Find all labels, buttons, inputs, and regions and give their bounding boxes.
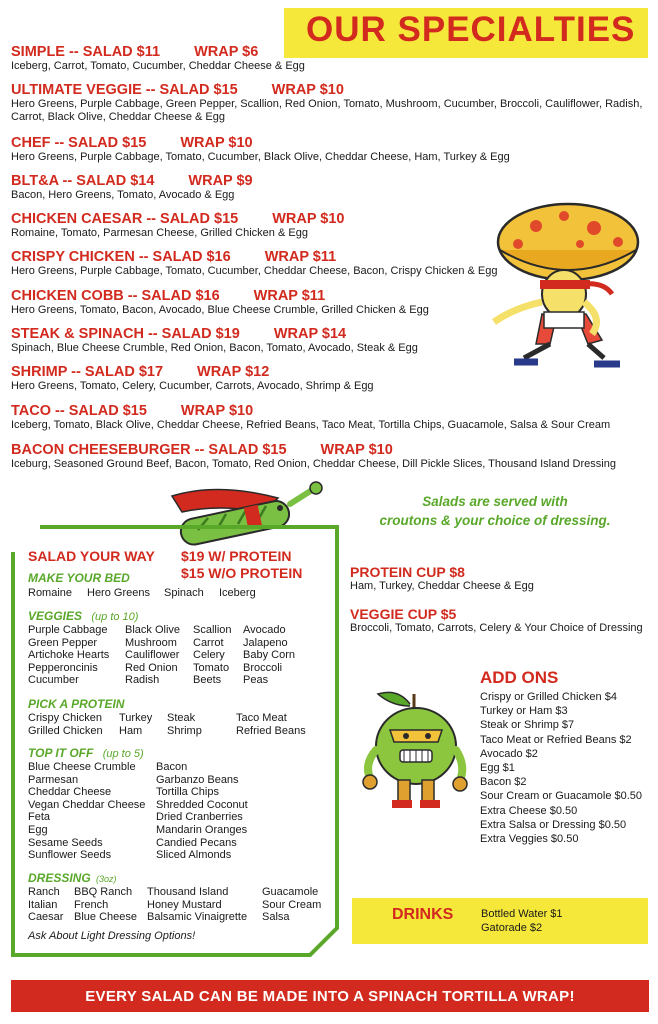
bed-option: Romaine (28, 587, 73, 599)
veggie-option: Jalapeno (243, 636, 288, 649)
menu-item (11, 44, 651, 73)
veggie-option: Purple Cabbage (28, 624, 108, 636)
item-name: CHICKEN CAESAR -- SALAD $15 (11, 211, 239, 227)
topping-option: Garbanzo Beans (156, 773, 239, 786)
item-name: CHICKEN COBB -- SALAD $16 (11, 288, 220, 304)
veggie-option: Tomato (193, 661, 230, 674)
add-on-item: Egg $1 (480, 762, 515, 775)
protein-option: Shrimp (167, 724, 202, 737)
menu-item (11, 135, 651, 164)
veggie-option: Scallion (193, 624, 232, 636)
item-name: SIMPLE -- SALAD $11 (11, 44, 161, 60)
dressing-option: Guacamole (262, 886, 319, 898)
veggie-cup-desc: Broccoli, Tomato, Carrots, Celery & Your Choice of Dressing (350, 622, 643, 634)
veggies-heading-label: VEGGIES (28, 609, 83, 623)
price-with-protein: $19 W/ PROTEIN (181, 548, 292, 564)
toppings-heading-label: TOP IT OFF (28, 746, 94, 760)
item-description: Spinach, Blue Cheese Crumble, Red Onion, Bacon, Tomato, Avocado, Steak & Egg (11, 342, 418, 354)
protein-col-3 (167, 712, 202, 737)
veggie-cup-title: VEGGIE CUP $5 (350, 606, 457, 622)
topping-option: Blue Cheese Crumble (28, 761, 136, 773)
item-description: Bacon, Hero Greens, Tomato, Avocado & Egg (11, 189, 235, 201)
item-wrap-price: WRAP $10 (180, 403, 254, 419)
topping-option: Sliced Almonds (156, 849, 232, 862)
topping-option: Sunflower Seeds (28, 849, 112, 862)
protein-option: Steak (167, 712, 196, 724)
add-on-item: Taco Meat or Refried Beans $2 (480, 733, 632, 746)
topping-option: Shredded Coconut (156, 798, 248, 811)
item-wrap-price: WRAP $14 (273, 326, 347, 342)
veggie-option: Baby Corn (243, 649, 295, 662)
item-description: Iceburg, Seasoned Ground Beef, Bacon, Tomato, Red Onion, Cheddar Cheese, Dill Pickle Slices, Thousand Island Dressing (11, 458, 616, 470)
item-wrap-price: WRAP $10 (272, 211, 345, 227)
topping-option: Mandarin Oranges (156, 823, 248, 836)
veggies-heading (28, 609, 138, 623)
veggie-option: Cauliflower (125, 649, 180, 662)
drinks-list (481, 907, 563, 935)
topping-option: Parmesan (28, 773, 79, 786)
menu-item (11, 442, 651, 471)
topping-option: Bacon (156, 761, 188, 773)
item-name: TACO -- SALAD $15 (11, 403, 147, 419)
veggie-option: Pepperoncinis (28, 661, 98, 674)
veggie-option: Peas (243, 674, 269, 687)
dressing-option: Honey Mustard (147, 898, 222, 911)
veggie-option: Mushroom (125, 636, 177, 649)
item-name: BLT&A -- SALAD $14 (11, 173, 155, 189)
add-ons-list (480, 690, 642, 846)
protein-option: Grilled Chicken (28, 724, 103, 737)
light-dressing-note: Ask About Light Dressing Options! (28, 930, 196, 942)
dressing-col-4 (262, 886, 321, 924)
item-name: BACON CHEESEBURGER -- SALAD $15 (11, 442, 287, 458)
protein-option: Turkey (119, 712, 153, 724)
topping-option: Cheddar Cheese (28, 786, 112, 799)
item-wrap-price: WRAP $9 (188, 173, 253, 189)
bed-option: Iceberg (219, 587, 256, 599)
topping-option: Feta (28, 811, 51, 824)
item-wrap-price: WRAP $10 (271, 82, 344, 98)
footer-banner (11, 980, 649, 1012)
page-title: OUR SPECIALTIES (306, 10, 636, 49)
served-note-line1: Salads are served with (422, 494, 568, 509)
drink-item: Gatorade $2 (481, 922, 543, 934)
item-description: Hero Greens, Tomato, Bacon, Avocado, Blue Cheese Crumble, Grilled Chicken & Egg (11, 304, 429, 316)
protein-cup-title: PROTEIN CUP $8 (350, 564, 465, 580)
toppings-col-1 (28, 761, 145, 862)
topping-option: Sesame Seeds (28, 836, 103, 849)
veggies-limit: (up to 10) (91, 611, 139, 623)
veggie-option: Broccoli (243, 661, 283, 674)
veggies-col-3 (193, 624, 232, 687)
dressing-option: Salsa (262, 911, 290, 924)
topping-option: Candied Pecans (156, 836, 237, 849)
menu-item (11, 403, 651, 432)
protein-option: Taco Meat (236, 712, 287, 724)
item-name: CRISPY CHICKEN -- SALAD $16 (11, 249, 231, 265)
topping-option: Dried Cranberries (156, 811, 243, 824)
bed-option: Spinach (164, 587, 204, 599)
protein-heading: PICK A PROTEIN (28, 697, 125, 711)
add-on-item: Bacon $2 (480, 776, 527, 789)
dressing-option: BBQ Ranch (74, 886, 133, 898)
dressing-option: Blue Cheese (74, 911, 137, 924)
item-wrap-price: WRAP $6 (194, 44, 259, 60)
item-wrap-price: WRAP $11 (264, 249, 337, 265)
item-name: STEAK & SPINACH -- SALAD $19 (11, 326, 240, 342)
item-name: SHRIMP -- SALAD $17 (11, 364, 164, 380)
item-description: Iceberg, Tomato, Black Olive, Cheddar Cheese, Refried Beans, Taco Meat, Tortilla Chips, Guacamole, Salsa & Sour Cream (11, 419, 611, 431)
bed-option: Hero Greens (87, 587, 150, 599)
dressing-option: Italian (28, 898, 58, 911)
served-note (360, 492, 630, 530)
item-wrap-price: WRAP $11 (253, 288, 326, 304)
add-on-item: Sour Cream or Guacamole $0.50 (480, 790, 643, 803)
add-on-item: Extra Cheese $0.50 (480, 804, 578, 817)
dressing-heading-label: DRESSING (28, 871, 91, 885)
veggies-col-1 (28, 624, 109, 687)
protein-cup-desc: Ham, Turkey, Cheddar Cheese & Egg (350, 580, 534, 592)
dressing-option: French (74, 898, 109, 911)
add-on-item: Extra Salsa or Dressing $0.50 (480, 818, 627, 831)
add-on-item: Steak or Shrimp $7 (480, 719, 575, 732)
item-wrap-price: WRAP $10 (180, 135, 253, 151)
salad-your-way-title: SALAD YOUR WAY (28, 548, 155, 564)
add-on-item: Turkey or Ham $3 (480, 705, 568, 718)
dressing-col-3 (147, 886, 247, 924)
dressing-heading (28, 871, 117, 885)
add-ons-title: ADD ONS (480, 668, 559, 687)
item-description: Hero Greens, Tomato, Celery, Cucumber, Carrots, Avocado, Shrimp & Egg (11, 380, 374, 392)
add-on-item: Avocado $2 (480, 747, 538, 760)
item-description: Iceberg, Carrot, Tomato, Cucumber, Cheddar Cheese & Egg (11, 60, 305, 72)
dressing-option: Sour Cream (262, 898, 322, 911)
item-description: Hero Greens, Purple Cabbage, Green Pepper, Scallion, Red Onion, Tomato, Mushroom, Cucumber, Broccoli, Cauliflower, Radish, Carrot, Black Olive, Cheddar Cheese & Egg (11, 98, 643, 123)
footer-text: EVERY SALAD CAN BE MADE INTO A SPINACH TORTILLA WRAP! (85, 987, 575, 1005)
topping-option: Vegan Cheddar Cheese (28, 798, 146, 811)
veggie-option: Red Onion (125, 661, 178, 674)
mushroom-hero-illustration (484, 198, 652, 376)
veggies-col-2 (125, 624, 180, 687)
item-wrap-price: WRAP $10 (320, 442, 393, 458)
add-on-item: Extra Veggies $0.50 (480, 833, 579, 846)
protein-col-4 (236, 712, 306, 737)
dressing-option: Thousand Island (147, 886, 229, 898)
dressing-col-1 (28, 886, 63, 924)
veggie-option: Radish (125, 674, 160, 687)
price-without-protein: $15 W/O PROTEIN (181, 565, 303, 581)
item-name: CHEF -- SALAD $15 (11, 135, 147, 151)
toppings-limit: (up to 5) (102, 748, 144, 760)
drink-item: Bottled Water $1 (481, 908, 563, 920)
item-description: Hero Greens, Purple Cabbage, Tomato, Cucumber, Black Olive, Cheddar Cheese, Ham, Turkey & Egg (11, 151, 510, 163)
dressing-option: Balsamic Vinaigrette (147, 911, 248, 924)
item-description: Hero Greens, Purple Cabbage, Tomato, Cucumber, Cheddar Cheese, Bacon, Crispy Chicken & Egg (11, 265, 498, 277)
veggie-option: Celery (193, 649, 225, 662)
served-note-line2: croutons & your choice of dressing. (379, 513, 611, 528)
topping-option: Tortilla Chips (156, 786, 219, 799)
veggie-option: Carrot (193, 636, 224, 649)
toppings-col-2 (156, 761, 248, 862)
protein-option: Ham (119, 724, 143, 737)
item-description: Romaine, Tomato, Parmesan Cheese, Grilled Chicken & Egg (11, 227, 308, 239)
protein-col-2 (119, 712, 152, 737)
dressing-option: Ranch (28, 886, 60, 898)
apple-hero-illustration (362, 686, 468, 812)
add-on-item: Crispy or Grilled Chicken $4 (480, 691, 617, 703)
menu-item (11, 82, 651, 124)
topping-option: Egg (28, 823, 48, 836)
dressing-size: (3oz) (96, 874, 117, 884)
dressing-option: Caesar (28, 911, 64, 924)
veggie-option: Avocado (243, 624, 286, 636)
bed-heading: MAKE YOUR BED (28, 571, 130, 585)
veggie-option: Artichoke Hearts (28, 649, 110, 662)
protein-option: Refried Beans (236, 724, 306, 737)
toppings-heading (28, 746, 144, 760)
veggie-option: Green Pepper (28, 636, 98, 649)
item-wrap-price: WRAP $12 (197, 364, 270, 380)
dressing-col-2 (74, 886, 137, 924)
veggie-option: Cucumber (28, 674, 79, 687)
veggies-col-4 (243, 624, 295, 687)
drinks-title: DRINKS (392, 906, 454, 923)
protein-option: Crispy Chicken (28, 712, 102, 724)
item-name: ULTIMATE VEGGIE -- SALAD $15 (11, 82, 238, 98)
veggie-option: Beets (193, 674, 222, 687)
protein-col-1 (28, 712, 103, 737)
veggie-option: Black Olive (125, 624, 181, 636)
